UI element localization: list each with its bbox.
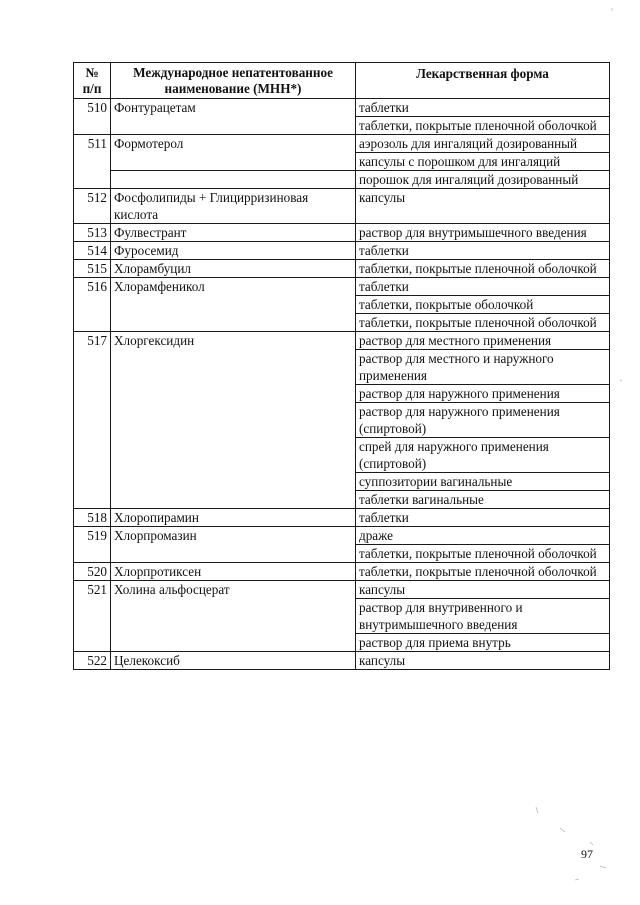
row-number: 512 [74,189,111,224]
dosage-form: спрей для наружного применения (спиртовой) [356,438,610,473]
table-header-row [74,63,610,99]
row-number: 522 [74,652,111,670]
dosage-form: таблетки [356,509,610,527]
table-row [74,99,610,117]
header-inn-name: Международное непатентованное наименование (МНН*) [111,63,356,99]
table-row [74,509,610,527]
dosage-form: раствор для приема внутрь [356,634,610,652]
table-row [74,242,610,260]
table-row [74,652,610,670]
dosage-form: раствор для местного применения [356,332,610,350]
dosage-form: капсулы [356,581,610,599]
table-row [74,135,610,153]
inn-name: Фуросемид [111,242,356,260]
inn-name: Хлоргексидин [111,332,356,509]
row-number: 514 [74,242,111,260]
row-number: 521 [74,581,111,652]
inn-name: Хлоропирамин [111,509,356,527]
dosage-form: таблетки [356,242,610,260]
table-row [74,563,610,581]
dosage-form: аэрозоль для ингаляций дозированный [356,135,610,153]
dosage-form: драже [356,527,610,545]
table-row [74,527,610,545]
dosage-form: таблетки, покрытые пленочной оболочкой [356,260,610,278]
row-number: 516 [74,278,111,332]
row-number: 510 [74,99,111,135]
dosage-form: раствор для внутривенного и внутримышечного введения [356,599,610,634]
row-number: 517 [74,332,111,509]
dosage-form: раствор для внутримышечного введения [356,224,610,242]
dosage-form: таблетки, покрытые пленочной оболочкой [356,563,610,581]
inn-name: Хлорпромазин [111,527,356,563]
table-row [74,581,610,599]
dosage-form: таблетки, покрытые пленочной оболочкой [356,117,610,135]
inn-name-empty [111,171,356,189]
table-row [74,260,610,278]
dosage-form: таблетки, покрытые оболочкой [356,296,610,314]
row-number: 513 [74,224,111,242]
table-row [74,278,610,296]
row-number: 520 [74,563,111,581]
inn-name: Хлорамфеникол [111,278,356,332]
dosage-form: капсулы [356,652,610,670]
row-number: 519 [74,527,111,563]
inn-name: Целекоксиб [111,652,356,670]
document-page [73,62,609,670]
dosage-form: раствор для наружного применения (спиртовой) [356,403,610,438]
dosage-form: таблетки, покрытые пленочной оболочкой [356,545,610,563]
dosage-form: таблетки вагинальные [356,491,610,509]
dosage-form: порошок для ингаляций дозированный [356,171,610,189]
inn-name: Фулвестрант [111,224,356,242]
table-row [74,171,610,189]
dosage-form: таблетки, покрытые пленочной оболочкой [356,314,610,332]
row-number: 515 [74,260,111,278]
page-number: 97 [581,847,593,861]
inn-name: Холина альфосцерат [111,581,356,652]
medicines-table [73,62,610,670]
row-number: 511 [74,135,111,189]
row-number: 518 [74,509,111,527]
dosage-form: капсулы [356,189,610,224]
dosage-form: капсулы с порошком для ингаляций [356,153,610,171]
dosage-form: раствор для наружного применения [356,385,610,403]
inn-name: Формотерол [111,135,356,171]
inn-name: Фонтурацетам [111,99,356,135]
dosage-form: раствор для местного и наружного применения [356,350,610,385]
table-row [74,224,610,242]
inn-name: Хлорпротиксен [111,563,356,581]
table-row [74,332,610,350]
header-number: № п/п [74,63,111,99]
dosage-form: суппозитории вагинальные [356,473,610,491]
dosage-form: таблетки [356,278,610,296]
inn-name: Хлорамбуцил [111,260,356,278]
dosage-form: таблетки [356,99,610,117]
inn-name: Фосфолипиды + Глицирризиновая кислота [111,189,356,224]
table-row [74,189,610,224]
header-dosage-form: Лекарственная форма [356,63,610,99]
